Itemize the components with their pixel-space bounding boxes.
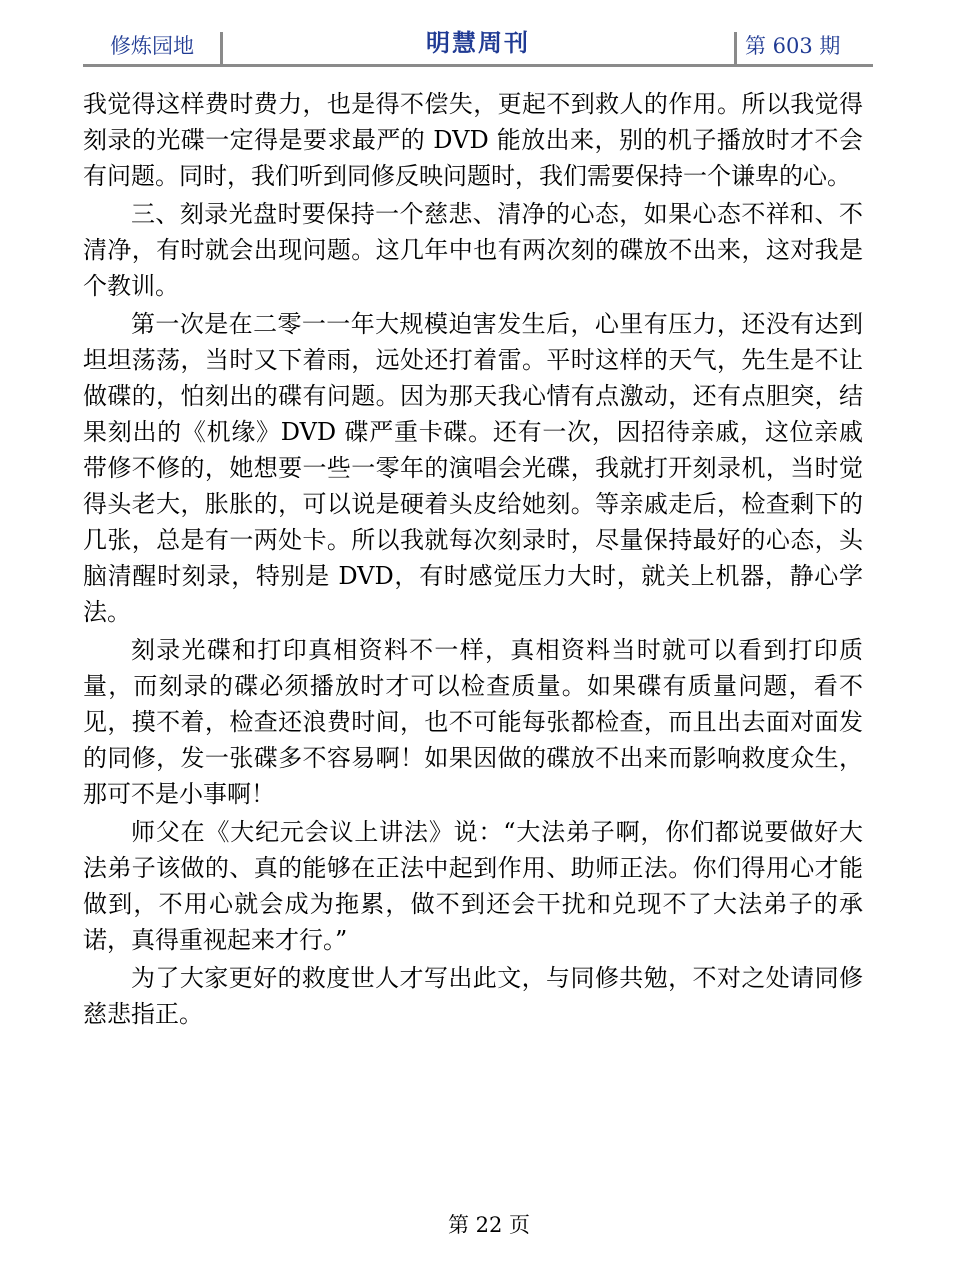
paragraph-3: 第一次是在二零一一年大规模迫害发生后，心里有压力，还没有达到坦坦荡荡，当时又下着雨，远处还打着雷。平时这样的天气，先生是不让做碟的，怕刻出的碟有问题。因为那天我心情有点激动，还有点胆突，结果刻出的《机缘》DVD 碟严重卡碟。还有一次，因招待亲戚，这位亲戚带修不修的，她想要一些一零年的演唱会光碟，我就打开刻录机，当时觉得头老大，胀胀的，可以说是硬着头皮给她刻。等亲戚走后，检查剩下的几张，总是有一两处卡。所以我就每次刻录时，尽量保持最好的心态，头脑清醒时刻录，特别是 DVD，有时感觉压力大时，就关上机器，静心学法。 (83, 310, 863, 626)
issue-number: 第 603 期 (745, 34, 841, 58)
paragraph-6: 为了大家更好的救度世人才写出此文，与同修共勉，不对之处请同修慈悲指正。 (83, 964, 863, 1028)
paragraph-5: 师父在《大纪元会议上讲法》说：“大法弟子啊，你们都说要做好大法弟子该做的、真的能够在正法中起到作用、助师正法。你们得用心才能做到，不用心就会成为拖累，做不到还会干扰和兑现不了大法弟子的承诺，真得重视起来才行。” (83, 818, 863, 954)
paragraph-2: 三、刻录光盘时要保持一个慈悲、清净的心态，如果心态不祥和、不清净，有时就会出现问题。这几年中也有两次刻的碟放不出来，这对我是个教训。 (83, 200, 863, 300)
article-body (83, 86, 863, 1034)
section-label: 修炼园地 (110, 34, 194, 58)
paragraph-4: 刻录光碟和打印真相资料不一样，真相资料当时就可以看到打印质量，而刻录的碟必须播放时才可以检查质量。如果碟有质量问题，看不见，摸不着，检查还浪费时间，也不可能每张都检查，而且出去面对面发的同修，发一张碟多不容易啊！如果因做的碟放不出来而影响救度众生，那可不是小事啊！ (83, 636, 863, 808)
header-divider-right (734, 32, 737, 64)
page-number: 第 22 页 (447, 1213, 531, 1237)
header-rule (83, 64, 873, 67)
publication-title: 明慧周刊 (426, 29, 530, 57)
page-header (83, 26, 873, 66)
paragraph-1: 我觉得这样费时费力，也是得不偿失，更起不到救人的作用。所以我觉得刻录的光碟一定得是要求最严的 DVD 能放出来，别的机子播放时才不会有问题。同时，我们听到同修反映问题时，我们需要保持一个谦卑的心。 (83, 90, 863, 190)
